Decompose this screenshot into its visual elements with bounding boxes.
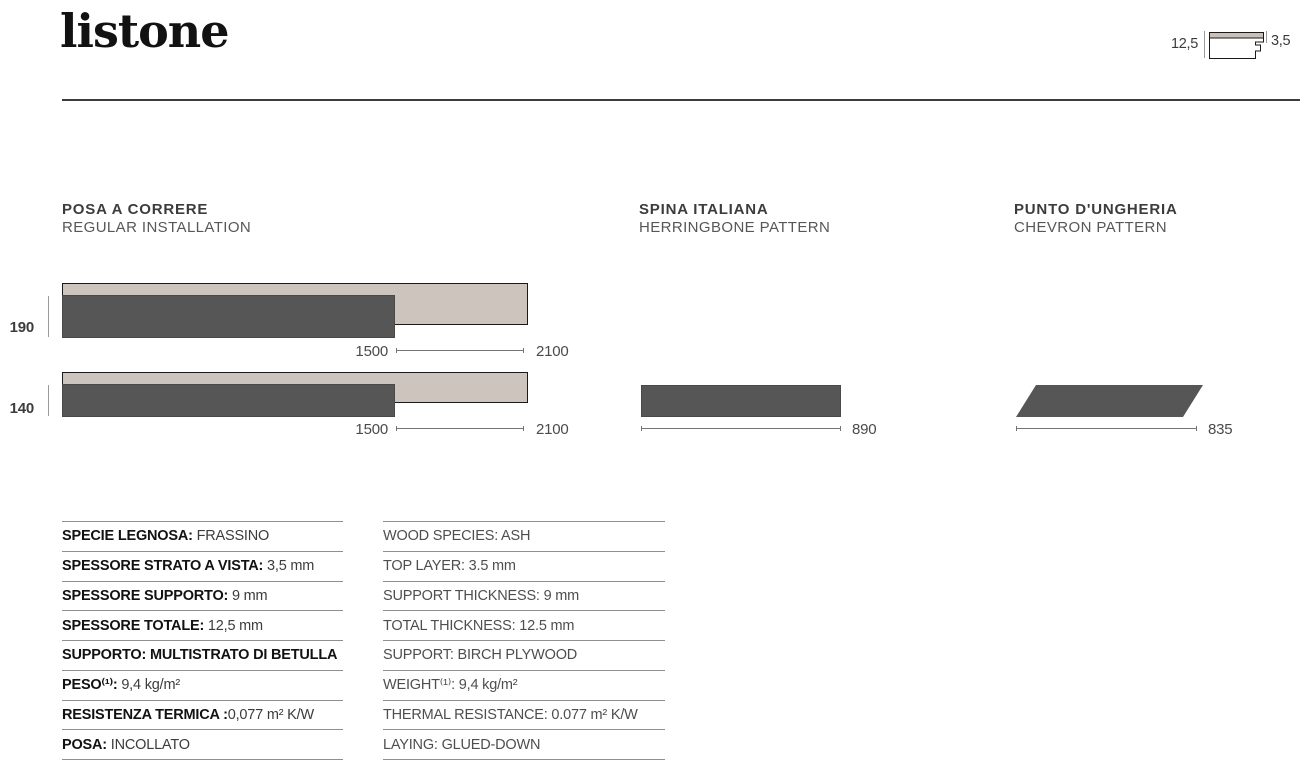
spec-value: FRASSINO (192, 528, 270, 545)
profile-thickness-tick (1204, 31, 1205, 58)
spec-table-italian (62, 521, 343, 760)
spec-row-toplayer-en: TOP LAYER: 3.5 mm (383, 551, 665, 581)
spec-value: 12,5 mm (204, 617, 263, 634)
spec-row-species-it (62, 521, 343, 551)
spec-row-total-thickness-it (62, 610, 343, 640)
herringbone-length-label: 890 (852, 421, 877, 438)
plank-width-190-label: 190 (9, 319, 34, 336)
spec-row-support-thickness-it (62, 581, 343, 611)
spec-label: RESISTENZA TERMICA : (62, 706, 228, 723)
chevron-plank (1016, 385, 1203, 417)
spec-label: POSA: (62, 736, 107, 753)
spec-row-thermal-en: THERMAL RESISTANCE: 0.077 m² K/W (383, 700, 665, 730)
spec-label: SPECIE LEGNOSA: (62, 528, 193, 545)
plank-width-190-tick (48, 296, 49, 337)
spec-row-weight-it (62, 670, 343, 700)
spec-label: SUPPORTO: (62, 647, 147, 664)
herringbone-plank (641, 385, 841, 417)
spec-row-laying-it (62, 729, 343, 759)
dimension-line (396, 348, 524, 353)
section-title-regular: POSA A CORRERE (62, 201, 209, 218)
dimension-line (1016, 426, 1197, 431)
profile-total-thickness-label: 12,5 (1170, 36, 1198, 52)
profile-toplayer-tick (1266, 31, 1267, 43)
spec-table-english (383, 521, 665, 760)
dimension-line (641, 426, 841, 431)
spec-value: 0,077 m² K/W (227, 706, 314, 723)
section-subtitle-herringbone: HERRINGBONE PATTERN (639, 219, 831, 236)
length-max-190-label: 2100 (536, 343, 569, 360)
plank-1500x140 (62, 384, 395, 417)
spec-row-laying-en: LAYING: GLUED-DOWN (383, 729, 665, 759)
spec-label: SPESSORE SUPPORTO: (62, 587, 229, 604)
section-subtitle-regular: REGULAR INSTALLATION (62, 219, 252, 236)
spec-row-support-en: SUPPORT: BIRCH PLYWOOD (383, 640, 665, 670)
dimension-line (396, 426, 524, 431)
section-title-herringbone: SPINA ITALIANA (639, 201, 769, 218)
spec-row-support-it (62, 640, 343, 670)
plank-width-140-label: 140 (9, 400, 34, 417)
plank-cross-section-icon (1209, 32, 1264, 59)
length-min-190-label: 1500 (355, 343, 388, 360)
spec-label: SPESSORE TOTALE: (62, 617, 205, 634)
spec-value: MULTISTRATO DI BETULLA (146, 647, 338, 664)
spec-row-thermal-it (62, 700, 343, 730)
section-title-chevron: PUNTO D'UNGHERIA (1014, 201, 1178, 218)
plank-width-140-tick (48, 385, 49, 416)
profile-toplayer-thickness-label: 3,5 (1271, 33, 1291, 49)
spec-row-species-en: WOOD SPECIES: ASH (383, 521, 665, 551)
spec-row-support-thickness-en: SUPPORT THICKNESS: 9 mm (383, 581, 665, 611)
plank-1500x190 (62, 295, 395, 338)
spec-value: 9,4 kg/m² (117, 677, 180, 694)
spec-label: PESO⁽¹⁾: (62, 677, 118, 694)
spec-value: INCOLLATO (106, 736, 190, 753)
chevron-length-label: 835 (1208, 421, 1233, 438)
spec-label: SPESSORE STRATO A VISTA: (62, 558, 264, 575)
spec-value: 3,5 mm (263, 558, 315, 575)
length-min-140-label: 1500 (355, 421, 388, 438)
spec-row-total-thickness-en: TOTAL THICKNESS: 12.5 mm (383, 610, 665, 640)
spec-row-toplayer-it (62, 551, 343, 581)
brand-logo: listone (60, 4, 229, 58)
spec-value: 9 mm (228, 587, 268, 604)
header-divider (62, 99, 1300, 101)
section-subtitle-chevron: CHEVRON PATTERN (1014, 219, 1167, 236)
spec-row-weight-en: WEIGHT⁽¹⁾: 9,4 kg/m² (383, 670, 665, 700)
length-max-140-label: 2100 (536, 421, 569, 438)
